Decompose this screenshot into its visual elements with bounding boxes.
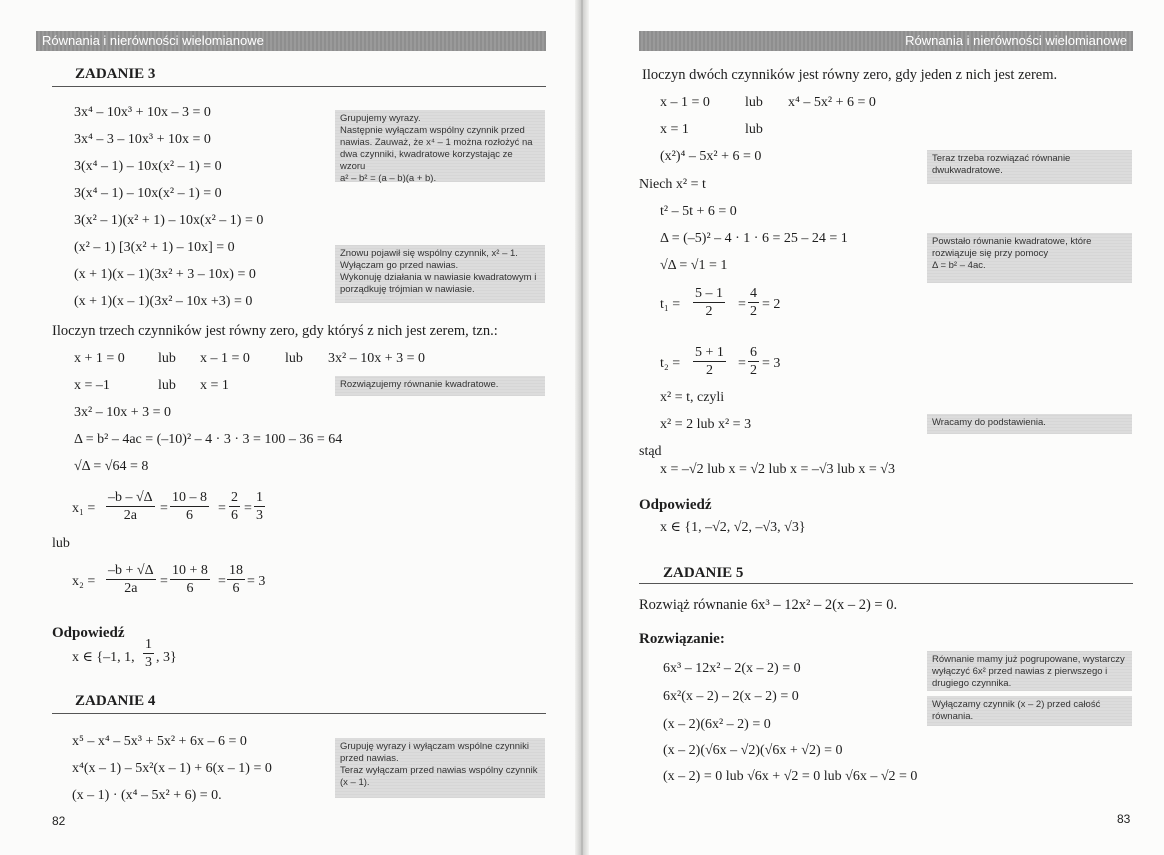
z3-row1-b: x – 1 = 0 (200, 351, 250, 366)
zadanie-5-title: ZADANIE 5 (663, 565, 744, 581)
x1-frac-2 (170, 489, 209, 524)
t1-label: t₁ = (660, 297, 681, 312)
zadanie-4-rule (52, 713, 546, 714)
z3-note-3: Rozwiązujemy równanie kwadratowe. (335, 376, 545, 396)
r-note-1: Teraz trzeba rozwiązać równanie dwukwadratowe. (927, 150, 1132, 184)
right-page-number: 83 (1117, 812, 1131, 826)
z3-row2-a: x = –1 (74, 378, 110, 393)
x1-f2-num: 10 – 8 (172, 490, 207, 505)
z5-line-2: 6x²(x – 2) – 2(x – 2) = 0 (663, 689, 799, 704)
x1-f3-den: 6 (231, 508, 238, 523)
r-sentence: Iloczyn dwóch czynników jest równy zero, gdy jeden z nich jest zerem. (642, 67, 1058, 83)
x2-f3-den: 6 (232, 581, 240, 596)
z3-line-5: 3(x² – 1)(x² + 1) – 10x(x² – 1) = 0 (74, 213, 264, 228)
x2-frac-2 (170, 562, 210, 597)
t1-f1-num: 5 – 1 (695, 286, 723, 301)
r-note-2: Powstało równanie kwadratowe, które rozwiązuje się przy pomocy Δ = b² – 4ac. (927, 233, 1132, 283)
r-answer: x ∈ {1, –√2, √2, –√3, √3} (660, 520, 806, 535)
x2-f2-num: 10 + 8 (172, 563, 208, 578)
t2-label: t₂ = (660, 356, 681, 371)
x2-frac-3 (227, 562, 245, 597)
z3-line-7: (x + 1)(x – 1)(3x² + 3 – 10x) = 0 (74, 267, 256, 282)
x2-eq-1: = (160, 574, 168, 589)
t2-f1-den: 2 (705, 363, 713, 378)
r-row2-a: x = 1 (660, 122, 689, 137)
zadanie-4-title: ZADANIE 4 (75, 693, 156, 709)
r-row1-b: x⁴ – 5x² + 6 = 0 (788, 95, 876, 110)
r-niech: Niech x² = t (639, 177, 706, 192)
z3-line-6: (x² – 1) [3(x² + 1) – 10x] = 0 (74, 240, 235, 255)
z3-quad: 3x² – 10x + 3 = 0 (74, 405, 171, 420)
z3-line-2: 3x⁴ – 3 – 10x³ + 10x = 0 (74, 132, 211, 147)
z3-row2-b: x = 1 (200, 378, 229, 393)
x2-label: x₂ = (72, 574, 96, 589)
z5-note-1: Równanie mamy już pogrupowane, wystarczy wyłączyć 6x² przed nawias z pierwszego i drugiego czynnika. (927, 651, 1132, 691)
zadanie-3-title: ZADANIE 3 (75, 66, 156, 82)
r-czyli: x² = t, czyli (660, 390, 725, 405)
z3-note-1: Grupujemy wyrazy. Następnie wyłączam wspólny czynnik przed nawias. Zauważ, że x⁴ – 1 można rozłożyć na dwa czynniki, kwadratowe korzystając ze wzoru a² – b² = (a – b)(a + b). (335, 110, 545, 182)
left-header-band: Równania i nierówności wielomianowe (36, 31, 546, 51)
z5-task: Rozwiąż równanie 6x³ – 12x² – 2(x – 2) = 0. (639, 597, 898, 613)
t1-result: = 2 (762, 297, 781, 312)
z4-line-2: x⁴(x – 1) – 5x²(x – 1) + 6(x – 1) = 0 (72, 761, 272, 776)
z5-line-4: (x – 2)(√6x – √2)(√6x + √2) = 0 (663, 743, 843, 758)
z3-sqrtdelta: √Δ = √64 = 8 (74, 459, 149, 474)
z3-line-1: 3x⁴ – 10x³ + 10x – 3 = 0 (74, 105, 211, 120)
z3-row1-lub2: lub (285, 351, 303, 366)
x1-eq-1: = (160, 501, 168, 516)
t1-frac-2 (748, 285, 759, 320)
zadanie-3-rule (52, 86, 546, 87)
x1-frac-1 (106, 489, 155, 524)
t1-f2-num: 4 (750, 286, 757, 301)
r-answer-title: Odpowiedź (639, 497, 712, 513)
z3-sentence: Iloczyn trzech czynników jest równy zero, gdy któryś z nich jest zerem, tzn.: (52, 323, 498, 339)
left-page-number: 82 (52, 814, 66, 828)
r-note-3: Wracamy do podstawienia. (927, 414, 1132, 434)
z3-row1-a: x + 1 = 0 (74, 351, 125, 366)
x1-eq-3: = (244, 501, 252, 516)
z3-answer-title: Odpowiedź (52, 625, 125, 641)
z3-answer-pre: x ∈ {–1, 1, (72, 650, 135, 665)
t2-frac-2 (748, 344, 759, 379)
t2-f2-num: 6 (750, 345, 757, 360)
t1-eq: = (738, 297, 746, 312)
r-row3: (x²)⁴ – 5x² + 6 = 0 (660, 149, 762, 164)
x1-f4-den: 3 (256, 508, 263, 523)
z3-lub: lub (52, 536, 70, 551)
z3-line-4: 3(x⁴ – 1) – 10x(x² – 1) = 0 (74, 186, 222, 201)
z5-note-2: Wyłączamy czynnik (x – 2) przed całość równania. (927, 696, 1132, 726)
z3-line-3: 3(x⁴ – 1) – 10x(x² – 1) = 0 (74, 159, 222, 174)
z4-line-3: (x – 1) · (x⁴ – 5x² + 6) = 0. (72, 788, 222, 803)
x2-f2-den: 6 (186, 581, 194, 596)
x2-f1-den: 2a (124, 581, 138, 596)
z3-answer-post: , 3} (156, 650, 177, 665)
x1-label: x₁ = (72, 501, 96, 516)
x2-f3-num: 18 (229, 563, 243, 578)
z5-line-5: (x – 2) = 0 lub √6x + √2 = 0 lub √6x – √2 = 0 (663, 769, 918, 784)
x1-f3-num: 2 (231, 490, 238, 505)
zadanie-5-rule (639, 583, 1133, 584)
z3-row1-lub1: lub (158, 351, 176, 366)
t2-result: = 3 (762, 356, 781, 371)
x1-eq-2: = (218, 501, 226, 516)
z3-answer-frac (143, 636, 154, 671)
x1-frac-4 (254, 489, 265, 524)
x1-f1-den: 2a (123, 508, 137, 523)
x2-f1-num: –b + √Δ (108, 563, 154, 578)
x1-f4-num: 1 (256, 490, 263, 505)
r-delta: Δ = (–5)² – 4 · 1 · 6 = 25 – 24 = 1 (660, 231, 848, 246)
right-page (582, 0, 1164, 855)
right-header-band: Równania i nierówności wielomianowe (639, 31, 1133, 51)
t1-f2-den: 2 (750, 304, 757, 319)
x1-f1-num: –b – √Δ (108, 490, 153, 505)
z3-note-2: Znowu pojawił się wspólny czynnik, x² – 1. Wyłączam go przed nawias. Wykonuję działania w nawiasie kwadratowym i porządkuję trójmian w nawiasie. (335, 245, 545, 303)
z3-row2-lub: lub (158, 378, 176, 393)
t2-frac-1 (693, 344, 726, 379)
t2-f2-den: 2 (750, 363, 757, 378)
r-row1-a: x – 1 = 0 (660, 95, 710, 110)
t1-f1-den: 2 (705, 304, 713, 319)
r-sqrtdelta: √Δ = √1 = 1 (660, 258, 728, 273)
book-spine (575, 0, 589, 855)
r-t-eq: t² – 5t + 6 = 0 (660, 204, 737, 219)
z3-line-8: (x + 1)(x – 1)(3x² – 10x +3) = 0 (74, 294, 253, 309)
t2-f1-num: 5 + 1 (695, 345, 724, 360)
t2-eq: = (738, 356, 746, 371)
x1-f2-den: 6 (186, 508, 193, 523)
x2-result: = 3 (247, 574, 266, 589)
z4-note: Grupuję wyrazy i wyłączam wspólne czynniki przed nawias. Teraz wyłączam przed nawias wspólny czynnik (x – 1). (335, 738, 545, 798)
r-row1-lub: lub (745, 95, 763, 110)
z3-answer-frac-num: 1 (145, 637, 152, 652)
z3-answer-frac-den: 3 (145, 655, 152, 670)
z3-row1-c: 3x² – 10x + 3 = 0 (328, 351, 425, 366)
r-row2-lub: lub (745, 122, 763, 137)
z3-delta: Δ = b² – 4ac = (–10)² – 4 · 3 · 3 = 100 – 36 = 64 (74, 432, 343, 447)
x1-frac-3 (229, 489, 240, 524)
x2-frac-1 (106, 562, 156, 597)
z5-line-3: (x – 2)(6x² – 2) = 0 (663, 717, 771, 732)
z4-line-1: x⁵ – x⁴ – 5x³ + 5x² + 6x – 6 = 0 (72, 734, 247, 749)
r-x2eq: x² = 2 lub x² = 3 (660, 417, 752, 432)
r-sols: x = –√2 lub x = √2 lub x = –√3 lub x = √3 (660, 462, 895, 477)
x2-eq-2: = (218, 574, 226, 589)
r-stad: stąd (639, 444, 662, 459)
z5-solution-title: Rozwiązanie: (639, 631, 725, 647)
z5-line-1: 6x³ – 12x² – 2(x – 2) = 0 (663, 661, 801, 676)
t1-frac-1 (693, 285, 725, 320)
